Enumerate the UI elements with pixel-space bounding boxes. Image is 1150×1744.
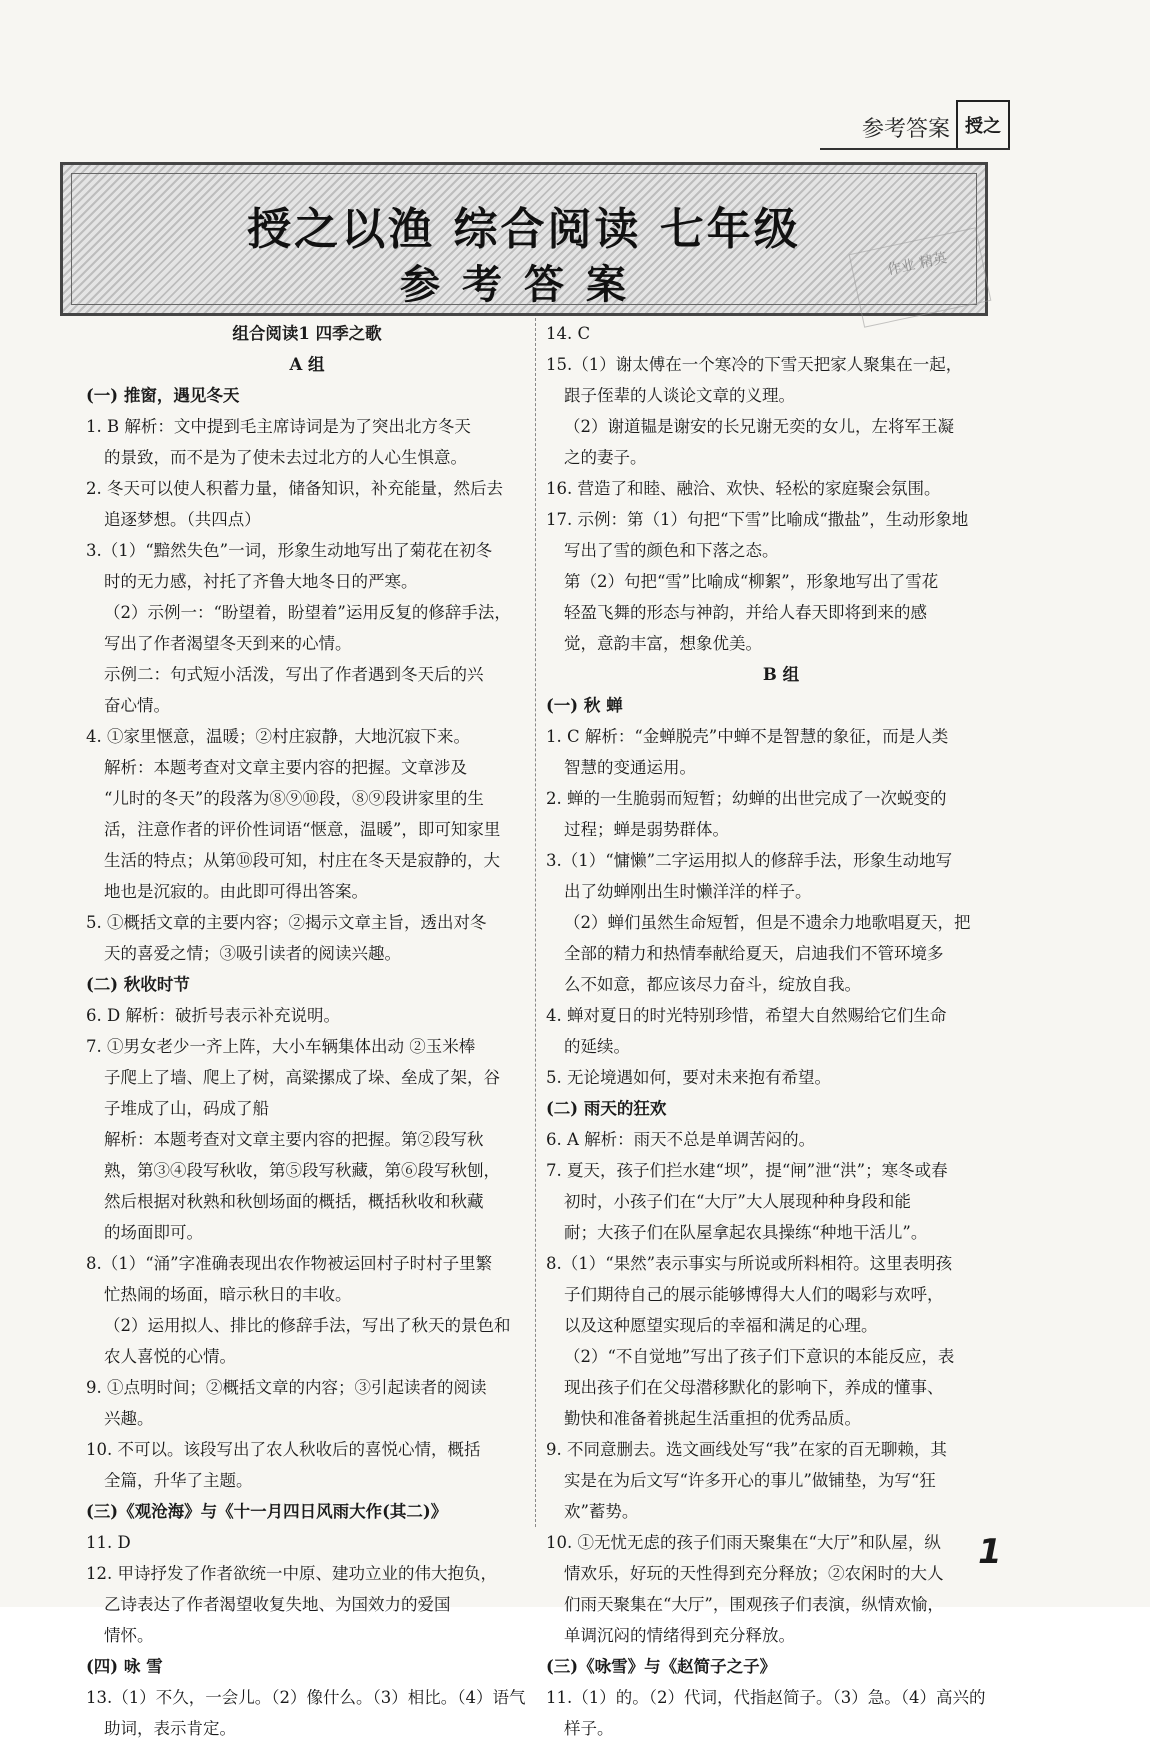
answer-line: 第（2）句把“雪”比喻成“柳絮”，形象地写出了雪花 bbox=[564, 572, 939, 591]
answer-line: 4. ①家里惬意，温暖；②村庄寂静，大地沉寂下来。 bbox=[86, 727, 470, 746]
answer-line: B 组 bbox=[762, 665, 800, 684]
answer-line: 勤快和准备着挑起生活重担的优秀品质。 bbox=[564, 1409, 861, 1428]
answer-line: 子爬上了墙、爬上了树，高粱摞成了垛、垒成了架，谷 bbox=[104, 1068, 500, 1087]
answer-line: 解析：本题考查对文章主要内容的把握。第②段写秋 bbox=[104, 1130, 484, 1149]
answer-line: 10. 不可以。该段写出了农人秋收后的喜悦心情，概括 bbox=[86, 1440, 481, 1459]
answer-line: 2. 冬天可以使人积蓄力量，储备知识，补充能量，然后去 bbox=[86, 479, 503, 498]
stamp-watermark: 作业 精英 bbox=[849, 227, 992, 327]
answer-line: 2. 蝉的一生脆弱而短暂；幼蝉的出世完成了一次蜕变的 bbox=[546, 789, 947, 808]
answer-line: 初时，小孩子们在“大厅”大人展现种种身段和能 bbox=[564, 1192, 911, 1211]
answer-line: 3.（1）“黯然失色”一词，形象生动地写出了菊花在初冬 bbox=[86, 541, 493, 560]
answer-line: 子们期待自己的展示能够博得大人们的喝彩与欢呼， bbox=[564, 1285, 944, 1304]
answer-line: 出了幼蝉刚出生时懒洋洋的样子。 bbox=[564, 882, 812, 901]
answer-line: 欢”蓄势。 bbox=[564, 1502, 639, 1521]
left-column bbox=[86, 318, 528, 1744]
answer-line: 写出了雪的颜色和下落之态。 bbox=[564, 541, 779, 560]
answer-line: 生活的特点；从第⑩段可知，村庄在冬天是寂静的，大 bbox=[104, 851, 500, 870]
answer-line: 觉，意韵丰富，想象优美。 bbox=[564, 634, 762, 653]
header-rule bbox=[820, 148, 1010, 150]
answer-line: 单调沉闷的情绪得到充分释放。 bbox=[564, 1626, 795, 1645]
answer-line: 智慧的变通运用。 bbox=[564, 758, 696, 777]
answer-line: 奋心情。 bbox=[104, 696, 170, 715]
answer-line: （2）谢道韫是谢安的长兄谢无奕的女儿，左将军王凝 bbox=[564, 417, 954, 436]
answer-line: 9. 不同意删去。选文画线处写“我”在家的百无聊赖，其 bbox=[546, 1440, 947, 1459]
answer-line: 兴趣。 bbox=[104, 1409, 154, 1428]
answer-line: 11.（1）的。（2）代词，代指赵简子。（3）急。（4）高兴的 bbox=[546, 1688, 986, 1707]
answer-line: 样子。 bbox=[564, 1719, 614, 1738]
section-heading: (三)《咏雪》与《赵简子之子》 bbox=[546, 1657, 777, 1676]
banner-title: 授之以渔 综合阅读 七年级 bbox=[247, 204, 801, 255]
answer-line: 示例二：句式短小活泼，写出了作者遇到冬天后的兴 bbox=[104, 665, 484, 684]
answer-line: 之的妻子。 bbox=[564, 448, 647, 467]
section-heading: (二) 秋收时节 bbox=[86, 975, 190, 994]
answer-line: 地也是沉寂的。由此即可得出答案。 bbox=[104, 882, 368, 901]
answer-line: 们雨天聚集在“大厅”，围观孩子们表演，纵情欢愉， bbox=[564, 1595, 944, 1614]
section-heading: (一) 推窗，遇见冬天 bbox=[86, 386, 240, 405]
answer-line: 全部的精力和热情奉献给夏天，启迪我们不管环境多 bbox=[564, 944, 944, 963]
answer-line: 天的喜爱之情；③吸引读者的阅读兴趣。 bbox=[104, 944, 401, 963]
answer-line: （2）蝉们虽然生命短暂，但是不遗余力地歌唱夏天，把 bbox=[564, 913, 971, 932]
answer-line: 组合阅读1 四季之歌 bbox=[232, 324, 382, 343]
answer-line: 子堆成了山，码成了船 bbox=[104, 1099, 269, 1118]
answer-line: 5. 无论境遇如何，要对未来抱有希望。 bbox=[546, 1068, 831, 1087]
header-label: 参考答案 bbox=[861, 117, 950, 142]
answer-line: 活，注意作者的评价性词语“惬意，温暖”，即可知家里 bbox=[104, 820, 501, 839]
answer-line: 8.（1）“涌”字准确表现出农作物被运回村子时村子里繁 bbox=[86, 1254, 493, 1273]
answer-line: 时的无力感，衬托了齐鲁大地冬日的严寒。 bbox=[104, 572, 418, 591]
banner-subtitle: 参考答案 bbox=[400, 262, 648, 308]
answer-line: （2）运用拟人、排比的修辞手法，写出了秋天的景色和 bbox=[104, 1316, 511, 1335]
brand-logo-text: 授之 bbox=[965, 116, 1001, 137]
answer-line: 13.（1）不久，一会儿。（2）像什么。（3）相比。（4）语气 bbox=[86, 1688, 526, 1707]
answer-line: 解析：本题考查对文章主要内容的把握。文章涉及 bbox=[104, 758, 467, 777]
section-heading: (四) 咏 雪 bbox=[86, 1657, 163, 1676]
answer-line: 然后根据对秋熟和秋刨场面的概括，概括秋收和秋藏 bbox=[104, 1192, 484, 1211]
answer-line: 情欢乐，好玩的天性得到充分释放；②农闲时的大人 bbox=[564, 1564, 944, 1583]
answer-line: 助词，表示肯定。 bbox=[104, 1719, 236, 1738]
answer-line: 4. 蝉对夏日的时光特别珍惜，希望大自然赐给它们生命 bbox=[546, 1006, 947, 1025]
answer-line: 9. ①点明时间；②概括文章的内容；③引起读者的阅读 bbox=[86, 1378, 487, 1397]
section-heading: (二) 雨天的狂欢 bbox=[546, 1099, 667, 1118]
answer-line: 6. A 解析：雨天不总是单调苦闷的。 bbox=[546, 1130, 816, 1149]
answer-line: 17. 示例：第（1）句把“下雪”比喻成“撒盐”，生动形象地 bbox=[546, 510, 969, 529]
answer-line: “儿时的冬天”的段落为⑧⑨⑩段，⑧⑨段讲家里的生 bbox=[104, 789, 484, 808]
answer-line: 跟子侄辈的人谈论文章的义理。 bbox=[564, 386, 795, 405]
answer-line: 乙诗表达了作者渴望收复失地、为国效力的爱国 bbox=[104, 1595, 451, 1614]
answer-line: 的景致，而不是为了使未去过北方的人心生惧意。 bbox=[104, 448, 467, 467]
section-heading: (一) 秋 蝉 bbox=[546, 696, 623, 715]
answer-line: 10. ①无忧无虑的孩子们雨天聚集在“大厅”和队屋，纵 bbox=[546, 1533, 941, 1552]
answer-line: 11. D bbox=[86, 1533, 131, 1552]
answer-line: （2）“不自觉地”写出了孩子们下意识的本能反应，表 bbox=[564, 1347, 955, 1366]
answer-line: 过程；蝉是弱势群体。 bbox=[564, 820, 729, 839]
answer-line: 15.（1）谢太傅在一个寒冷的下雪天把家人聚集在一起， bbox=[546, 355, 963, 374]
answer-line: 农人喜悦的心情。 bbox=[104, 1347, 236, 1366]
right-column bbox=[546, 318, 1016, 1744]
answer-line: 以及这种愿望实现后的幸福和满足的心理。 bbox=[564, 1316, 878, 1335]
answer-line: 么不如意，都应该尽力奋斗，绽放自我。 bbox=[564, 975, 861, 994]
answer-line: 耐；大孩子们在队屋拿起农具操练“种地干活儿”。 bbox=[564, 1223, 928, 1242]
answer-line: 现出孩子们在父母潜移默化的影响下，养成的懂事、 bbox=[564, 1378, 944, 1397]
answer-line: 的场面即可。 bbox=[104, 1223, 203, 1242]
brand-logo bbox=[956, 100, 1010, 150]
answer-line: 7. 夏天，孩子们拦水建“坝”，提“闸”泄“洪”；寒冬或春 bbox=[546, 1161, 948, 1180]
answer-line: 忙热闹的场面，暗示秋日的丰收。 bbox=[104, 1285, 352, 1304]
answer-line: 14. C bbox=[546, 324, 591, 343]
answer-line: 熟，第③④段写秋收，第⑤段写秋藏，第⑥段写秋刨， bbox=[104, 1161, 500, 1180]
answer-line: 6. D 解析：破折号表示补充说明。 bbox=[86, 1006, 340, 1025]
answer-line: 8.（1）“果然”表示事实与所说或所料相符。这里表明孩 bbox=[546, 1254, 953, 1273]
page-number: 1 bbox=[978, 1532, 1002, 1572]
answer-line: 情怀。 bbox=[104, 1626, 154, 1645]
answer-line: A 组 bbox=[289, 355, 325, 374]
answer-line: 1. C 解析：“金蝉脱壳”中蝉不是智慧的象征，而是人类 bbox=[546, 727, 949, 746]
answer-line: 写出了作者渴望冬天到来的心情。 bbox=[104, 634, 352, 653]
answer-line: （2）示例一：“盼望着，盼望着”运用反复的修辞手法， bbox=[104, 603, 511, 622]
answer-line: 3.（1）“慵懒”二字运用拟人的修辞手法，形象生动地写 bbox=[546, 851, 953, 870]
answer-line: 实是在为后文写“许多开心的事儿”做铺垫，为写“狂 bbox=[564, 1471, 936, 1490]
answer-line: 7. ①男女老少一齐上阵，大小车辆集体出动 ②玉米棒 bbox=[86, 1037, 476, 1056]
answer-line: 全篇，升华了主题。 bbox=[104, 1471, 253, 1490]
answer-line: 1. B 解析：文中提到毛主席诗词是为了突出北方冬天 bbox=[86, 417, 471, 436]
answer-line: 16. 营造了和睦、融洽、欢快、轻松的家庭聚会氛围。 bbox=[546, 479, 941, 498]
section-heading: (三)《观沧海》与《十一月四日风雨大作(其二)》 bbox=[86, 1502, 448, 1521]
answer-line: 的延续。 bbox=[564, 1037, 630, 1056]
title-banner bbox=[60, 162, 988, 316]
answer-line: 轻盈飞舞的形态与神韵，并给人春天即将到来的感 bbox=[564, 603, 927, 622]
answer-line: 追逐梦想。（共四点） bbox=[104, 510, 261, 529]
column-divider bbox=[535, 318, 536, 1527]
answer-line: 5. ①概括文章的主要内容；②揭示文章主旨，透出对冬 bbox=[86, 913, 487, 932]
answer-line: 12. 甲诗抒发了作者欲统一中原、建功立业的伟大抱负， bbox=[86, 1564, 497, 1583]
